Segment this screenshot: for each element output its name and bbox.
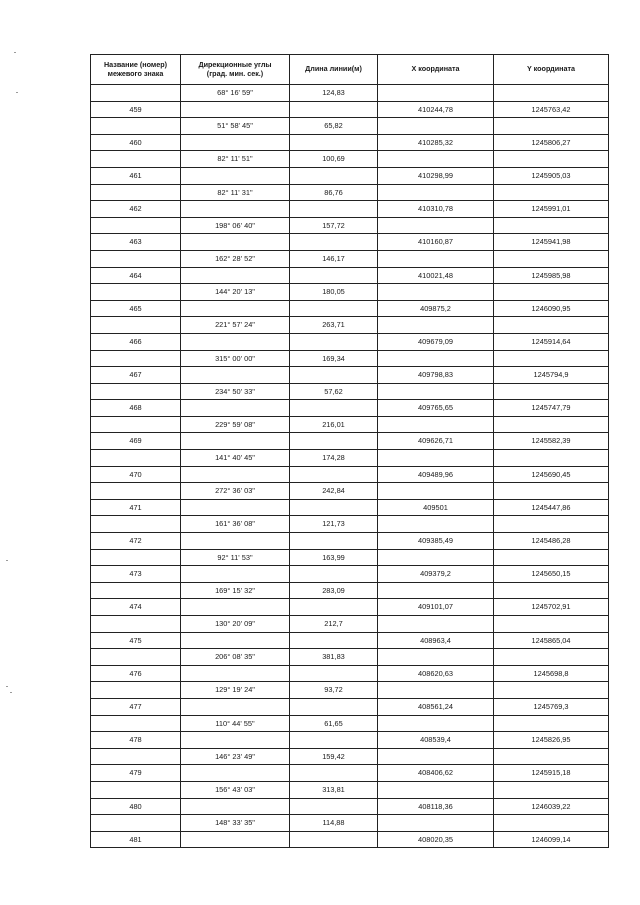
table-body — [91, 85, 609, 848]
y-coordinate-cell — [494, 184, 609, 201]
point-name-cell — [91, 450, 181, 467]
x-coordinate-cell — [378, 350, 494, 367]
point-name-cell — [91, 416, 181, 433]
line-length-cell: 86,76 — [290, 184, 378, 201]
direction-angle-cell: 229° 59' 08" — [181, 416, 290, 433]
direction-angle-cell — [181, 798, 290, 815]
y-coordinate-cell — [494, 151, 609, 168]
y-coordinate-cell — [494, 682, 609, 699]
direction-angle-cell — [181, 632, 290, 649]
point-name-cell — [91, 715, 181, 732]
line-length-cell: 283,09 — [290, 582, 378, 599]
point-name-cell: 465 — [91, 300, 181, 317]
y-coordinate-cell: 1245650,15 — [494, 566, 609, 583]
x-coordinate-cell: 408406,62 — [378, 765, 494, 782]
direction-angle-cell — [181, 367, 290, 384]
direction-angle-cell — [181, 400, 290, 417]
line-length-cell: 65,82 — [290, 118, 378, 135]
x-coordinate-cell: 409875,2 — [378, 300, 494, 317]
table-row-segment — [91, 748, 609, 765]
point-name-cell — [91, 118, 181, 135]
table-row-point — [91, 566, 609, 583]
direction-angle-cell — [181, 765, 290, 782]
table-row-point — [91, 201, 609, 218]
y-coordinate-cell — [494, 483, 609, 500]
x-coordinate-cell: 408539,4 — [378, 732, 494, 749]
point-name-cell: 472 — [91, 533, 181, 550]
point-name-cell — [91, 483, 181, 500]
point-name-cell: 470 — [91, 466, 181, 483]
line-length-cell — [290, 831, 378, 848]
direction-angle-cell: 148° 33' 35" — [181, 815, 290, 832]
line-length-cell: 124,83 — [290, 85, 378, 102]
table-row-segment — [91, 118, 609, 135]
table-row-segment — [91, 516, 609, 533]
y-coordinate-cell — [494, 516, 609, 533]
direction-angle-cell — [181, 234, 290, 251]
boundary-table-container — [90, 54, 608, 848]
direction-angle-cell: 92° 11' 53" — [181, 549, 290, 566]
x-coordinate-cell — [378, 85, 494, 102]
point-name-cell — [91, 781, 181, 798]
y-coordinate-cell — [494, 616, 609, 633]
point-name-cell — [91, 284, 181, 301]
y-coordinate-cell: 1245806,27 — [494, 134, 609, 151]
y-coordinate-cell — [494, 649, 609, 666]
direction-angle-cell: 130° 20' 09" — [181, 616, 290, 633]
y-coordinate-cell: 1245794,9 — [494, 367, 609, 384]
header-direction-angle-line1: Дирекционные углы — [198, 59, 272, 69]
point-name-cell: 460 — [91, 134, 181, 151]
x-coordinate-cell — [378, 250, 494, 267]
direction-angle-cell: 129° 19' 24" — [181, 682, 290, 699]
x-coordinate-cell — [378, 217, 494, 234]
table-row-point — [91, 234, 609, 251]
scan-speck — [6, 560, 8, 561]
point-name-cell — [91, 649, 181, 666]
table-row-point — [91, 533, 609, 550]
y-coordinate-cell: 1245763,42 — [494, 101, 609, 118]
direction-angle-cell — [181, 101, 290, 118]
direction-angle-cell — [181, 499, 290, 516]
line-length-cell: 57,62 — [290, 383, 378, 400]
table-row-segment — [91, 815, 609, 832]
point-name-cell: 473 — [91, 566, 181, 583]
point-name-cell — [91, 682, 181, 699]
x-coordinate-cell — [378, 516, 494, 533]
y-coordinate-cell — [494, 350, 609, 367]
y-coordinate-cell: 1245698,8 — [494, 665, 609, 682]
x-coordinate-cell: 408561,24 — [378, 698, 494, 715]
y-coordinate-cell: 1245915,18 — [494, 765, 609, 782]
header-direction-angle-line2: (град. мин. сек.) — [206, 68, 264, 78]
line-length-cell: 146,17 — [290, 250, 378, 267]
table-row-segment — [91, 781, 609, 798]
table-row-point — [91, 466, 609, 483]
table-row-point — [91, 499, 609, 516]
x-coordinate-cell — [378, 815, 494, 832]
x-coordinate-cell — [378, 748, 494, 765]
x-coordinate-cell: 409626,71 — [378, 433, 494, 450]
line-length-cell — [290, 300, 378, 317]
table-row-segment — [91, 416, 609, 433]
line-length-cell — [290, 201, 378, 218]
line-length-cell — [290, 499, 378, 516]
direction-angle-cell: 315° 00' 00" — [181, 350, 290, 367]
point-name-cell — [91, 582, 181, 599]
line-length-cell — [290, 632, 378, 649]
point-name-cell — [91, 217, 181, 234]
x-coordinate-cell: 410310,78 — [378, 201, 494, 218]
y-coordinate-cell — [494, 549, 609, 566]
table-row-point — [91, 167, 609, 184]
header-line-length: Длина линии(м) — [290, 55, 378, 85]
y-coordinate-cell: 1245690,45 — [494, 466, 609, 483]
x-coordinate-cell: 409101,07 — [378, 599, 494, 616]
y-coordinate-cell — [494, 383, 609, 400]
x-coordinate-cell — [378, 549, 494, 566]
direction-angle-cell: 51° 58' 45" — [181, 118, 290, 135]
line-length-cell — [290, 367, 378, 384]
x-coordinate-cell: 408620,63 — [378, 665, 494, 682]
x-coordinate-cell — [378, 317, 494, 334]
y-coordinate-cell — [494, 118, 609, 135]
direction-angle-cell — [181, 433, 290, 450]
x-coordinate-cell: 408020,35 — [378, 831, 494, 848]
x-coordinate-cell — [378, 416, 494, 433]
direction-angle-cell — [181, 167, 290, 184]
line-length-cell — [290, 333, 378, 350]
line-length-cell: 174,28 — [290, 450, 378, 467]
line-length-cell: 263,71 — [290, 317, 378, 334]
y-coordinate-cell: 1245991,01 — [494, 201, 609, 218]
direction-angle-cell: 162° 28' 52" — [181, 250, 290, 267]
line-length-cell — [290, 234, 378, 251]
y-coordinate-cell: 1245486,28 — [494, 533, 609, 550]
direction-angle-cell: 110° 44' 55" — [181, 715, 290, 732]
point-name-cell: 475 — [91, 632, 181, 649]
x-coordinate-cell — [378, 383, 494, 400]
table-row-point — [91, 333, 609, 350]
line-length-cell — [290, 400, 378, 417]
direction-angle-cell — [181, 134, 290, 151]
table-row-point — [91, 267, 609, 284]
line-length-cell: 61,65 — [290, 715, 378, 732]
line-length-cell: 381,83 — [290, 649, 378, 666]
table-row-point — [91, 433, 609, 450]
table-row-segment — [91, 151, 609, 168]
direction-angle-cell — [181, 566, 290, 583]
point-name-cell: 461 — [91, 167, 181, 184]
line-length-cell — [290, 698, 378, 715]
line-length-cell: 93,72 — [290, 682, 378, 699]
table-row-segment — [91, 616, 609, 633]
direction-angle-cell: 82° 11' 51" — [181, 151, 290, 168]
x-coordinate-cell: 410021,48 — [378, 267, 494, 284]
x-coordinate-cell: 408118,36 — [378, 798, 494, 815]
point-name-cell — [91, 516, 181, 533]
header-direction-angle — [181, 55, 290, 85]
table-row-segment — [91, 682, 609, 699]
table-row-point — [91, 831, 609, 848]
line-length-cell — [290, 533, 378, 550]
x-coordinate-cell: 409379,2 — [378, 566, 494, 583]
x-coordinate-cell: 410285,32 — [378, 134, 494, 151]
y-coordinate-cell — [494, 715, 609, 732]
x-coordinate-cell: 410298,99 — [378, 167, 494, 184]
table-row-segment — [91, 483, 609, 500]
x-coordinate-cell: 409489,96 — [378, 466, 494, 483]
direction-angle-cell: 272° 36' 03" — [181, 483, 290, 500]
table-row-point — [91, 400, 609, 417]
direction-angle-cell — [181, 599, 290, 616]
y-coordinate-cell — [494, 582, 609, 599]
line-length-cell — [290, 466, 378, 483]
line-length-cell: 114,88 — [290, 815, 378, 832]
direction-angle-cell — [181, 732, 290, 749]
point-name-cell: 466 — [91, 333, 181, 350]
x-coordinate-cell — [378, 284, 494, 301]
header-point-name-line2: межевого знака — [107, 68, 164, 78]
point-name-cell: 481 — [91, 831, 181, 848]
direction-angle-cell: 169° 15' 32" — [181, 582, 290, 599]
table-row-segment — [91, 250, 609, 267]
y-coordinate-cell — [494, 416, 609, 433]
point-name-cell — [91, 184, 181, 201]
line-length-cell — [290, 267, 378, 284]
table-row-point — [91, 665, 609, 682]
line-length-cell: 121,73 — [290, 516, 378, 533]
table-row-point — [91, 732, 609, 749]
point-name-cell: 468 — [91, 400, 181, 417]
y-coordinate-cell — [494, 781, 609, 798]
y-coordinate-cell — [494, 250, 609, 267]
line-length-cell — [290, 566, 378, 583]
x-coordinate-cell — [378, 715, 494, 732]
header-point-name-line1: Название (номер) — [103, 59, 168, 69]
x-coordinate-cell: 408963,4 — [378, 632, 494, 649]
y-coordinate-cell — [494, 317, 609, 334]
x-coordinate-cell — [378, 582, 494, 599]
line-length-cell: 212,7 — [290, 616, 378, 633]
direction-angle-cell — [181, 267, 290, 284]
direction-angle-cell — [181, 466, 290, 483]
x-coordinate-cell: 409679,09 — [378, 333, 494, 350]
direction-angle-cell: 141° 40' 45" — [181, 450, 290, 467]
scan-speck — [14, 52, 16, 53]
point-name-cell: 476 — [91, 665, 181, 682]
x-coordinate-cell: 409385,49 — [378, 533, 494, 550]
x-coordinate-cell — [378, 616, 494, 633]
header-point-name — [91, 55, 181, 85]
line-length-cell — [290, 798, 378, 815]
direction-angle-cell: 221° 57' 24" — [181, 317, 290, 334]
direction-angle-cell: 206° 08' 35" — [181, 649, 290, 666]
x-coordinate-cell — [378, 151, 494, 168]
point-name-cell — [91, 815, 181, 832]
table-row-segment — [91, 350, 609, 367]
y-coordinate-cell — [494, 284, 609, 301]
point-name-cell: 480 — [91, 798, 181, 815]
table-row-point — [91, 367, 609, 384]
y-coordinate-cell: 1245941,98 — [494, 234, 609, 251]
y-coordinate-cell: 1245447,86 — [494, 499, 609, 516]
line-length-cell: 157,72 — [290, 217, 378, 234]
line-length-cell: 169,34 — [290, 350, 378, 367]
x-coordinate-cell — [378, 450, 494, 467]
table-row-segment — [91, 549, 609, 566]
table-row-segment — [91, 217, 609, 234]
y-coordinate-cell — [494, 450, 609, 467]
direction-angle-cell: 82° 11' 31" — [181, 184, 290, 201]
scan-speck — [6, 686, 8, 687]
line-length-cell — [290, 134, 378, 151]
y-coordinate-cell — [494, 815, 609, 832]
direction-angle-cell — [181, 533, 290, 550]
table-row-segment — [91, 450, 609, 467]
table-row-point — [91, 632, 609, 649]
table-row-point — [91, 300, 609, 317]
point-name-cell — [91, 549, 181, 566]
point-name-cell — [91, 151, 181, 168]
direction-angle-cell — [181, 333, 290, 350]
x-coordinate-cell — [378, 483, 494, 500]
direction-angle-cell: 198° 06' 40" — [181, 217, 290, 234]
y-coordinate-cell — [494, 217, 609, 234]
line-length-cell — [290, 732, 378, 749]
point-name-cell: 477 — [91, 698, 181, 715]
table-row-point — [91, 798, 609, 815]
table-row-segment — [91, 284, 609, 301]
y-coordinate-cell — [494, 748, 609, 765]
x-coordinate-cell — [378, 184, 494, 201]
line-length-cell — [290, 599, 378, 616]
direction-angle-cell — [181, 201, 290, 218]
point-name-cell: 463 — [91, 234, 181, 251]
point-name-cell: 478 — [91, 732, 181, 749]
table-row-segment — [91, 383, 609, 400]
header-y-coordinate: Y координата — [494, 55, 609, 85]
line-length-cell: 163,99 — [290, 549, 378, 566]
point-name-cell: 464 — [91, 267, 181, 284]
direction-angle-cell: 68° 16' 59" — [181, 85, 290, 102]
point-name-cell: 459 — [91, 101, 181, 118]
point-name-cell — [91, 350, 181, 367]
table-row-segment — [91, 317, 609, 334]
table-row-point — [91, 765, 609, 782]
x-coordinate-cell — [378, 682, 494, 699]
point-name-cell — [91, 383, 181, 400]
x-coordinate-cell: 409765,65 — [378, 400, 494, 417]
direction-angle-cell: 161° 36' 08" — [181, 516, 290, 533]
y-coordinate-cell: 1245582,39 — [494, 433, 609, 450]
table-row-segment — [91, 85, 609, 102]
line-length-cell: 180,05 — [290, 284, 378, 301]
table-row-point — [91, 698, 609, 715]
scan-speck — [10, 692, 12, 693]
y-coordinate-cell: 1246099,14 — [494, 831, 609, 848]
line-length-cell: 313,81 — [290, 781, 378, 798]
y-coordinate-cell: 1246090,95 — [494, 300, 609, 317]
line-length-cell: 216,01 — [290, 416, 378, 433]
point-name-cell — [91, 250, 181, 267]
y-coordinate-cell: 1245865,04 — [494, 632, 609, 649]
point-name-cell: 471 — [91, 499, 181, 516]
direction-angle-cell: 146° 23' 49" — [181, 748, 290, 765]
point-name-cell: 479 — [91, 765, 181, 782]
x-coordinate-cell: 409501 — [378, 499, 494, 516]
point-name-cell — [91, 85, 181, 102]
y-coordinate-cell: 1245747,79 — [494, 400, 609, 417]
y-coordinate-cell — [494, 85, 609, 102]
boundary-coordinates-table — [90, 54, 609, 848]
line-length-cell — [290, 665, 378, 682]
x-coordinate-cell: 410244,78 — [378, 101, 494, 118]
table-row-segment — [91, 649, 609, 666]
x-coordinate-cell — [378, 781, 494, 798]
header-x-coordinate: X координата — [378, 55, 494, 85]
point-name-cell — [91, 748, 181, 765]
y-coordinate-cell: 1245826,95 — [494, 732, 609, 749]
table-row-point — [91, 101, 609, 118]
direction-angle-cell — [181, 831, 290, 848]
direction-angle-cell — [181, 665, 290, 682]
y-coordinate-cell: 1245769,3 — [494, 698, 609, 715]
x-coordinate-cell: 409798,83 — [378, 367, 494, 384]
y-coordinate-cell: 1246039,22 — [494, 798, 609, 815]
x-coordinate-cell — [378, 118, 494, 135]
y-coordinate-cell: 1245905,03 — [494, 167, 609, 184]
line-length-cell — [290, 101, 378, 118]
table-row-segment — [91, 715, 609, 732]
point-name-cell: 469 — [91, 433, 181, 450]
table-row-segment — [91, 184, 609, 201]
point-name-cell: 474 — [91, 599, 181, 616]
table-header-row — [91, 55, 609, 85]
line-length-cell — [290, 167, 378, 184]
line-length-cell — [290, 433, 378, 450]
point-name-cell: 462 — [91, 201, 181, 218]
line-length-cell — [290, 765, 378, 782]
x-coordinate-cell: 410160,87 — [378, 234, 494, 251]
y-coordinate-cell: 1245702,91 — [494, 599, 609, 616]
x-coordinate-cell — [378, 649, 494, 666]
scan-speck — [16, 92, 18, 93]
line-length-cell: 159,42 — [290, 748, 378, 765]
point-name-cell — [91, 616, 181, 633]
line-length-cell: 100,69 — [290, 151, 378, 168]
point-name-cell: 467 — [91, 367, 181, 384]
line-length-cell: 242,84 — [290, 483, 378, 500]
point-name-cell — [91, 317, 181, 334]
direction-angle-cell: 144° 20' 13" — [181, 284, 290, 301]
table-row-segment — [91, 582, 609, 599]
y-coordinate-cell: 1245914,64 — [494, 333, 609, 350]
table-row-point — [91, 134, 609, 151]
direction-angle-cell — [181, 300, 290, 317]
direction-angle-cell: 156° 43' 03" — [181, 781, 290, 798]
table-row-point — [91, 599, 609, 616]
direction-angle-cell — [181, 698, 290, 715]
y-coordinate-cell: 1245985,98 — [494, 267, 609, 284]
direction-angle-cell: 234° 50' 33" — [181, 383, 290, 400]
